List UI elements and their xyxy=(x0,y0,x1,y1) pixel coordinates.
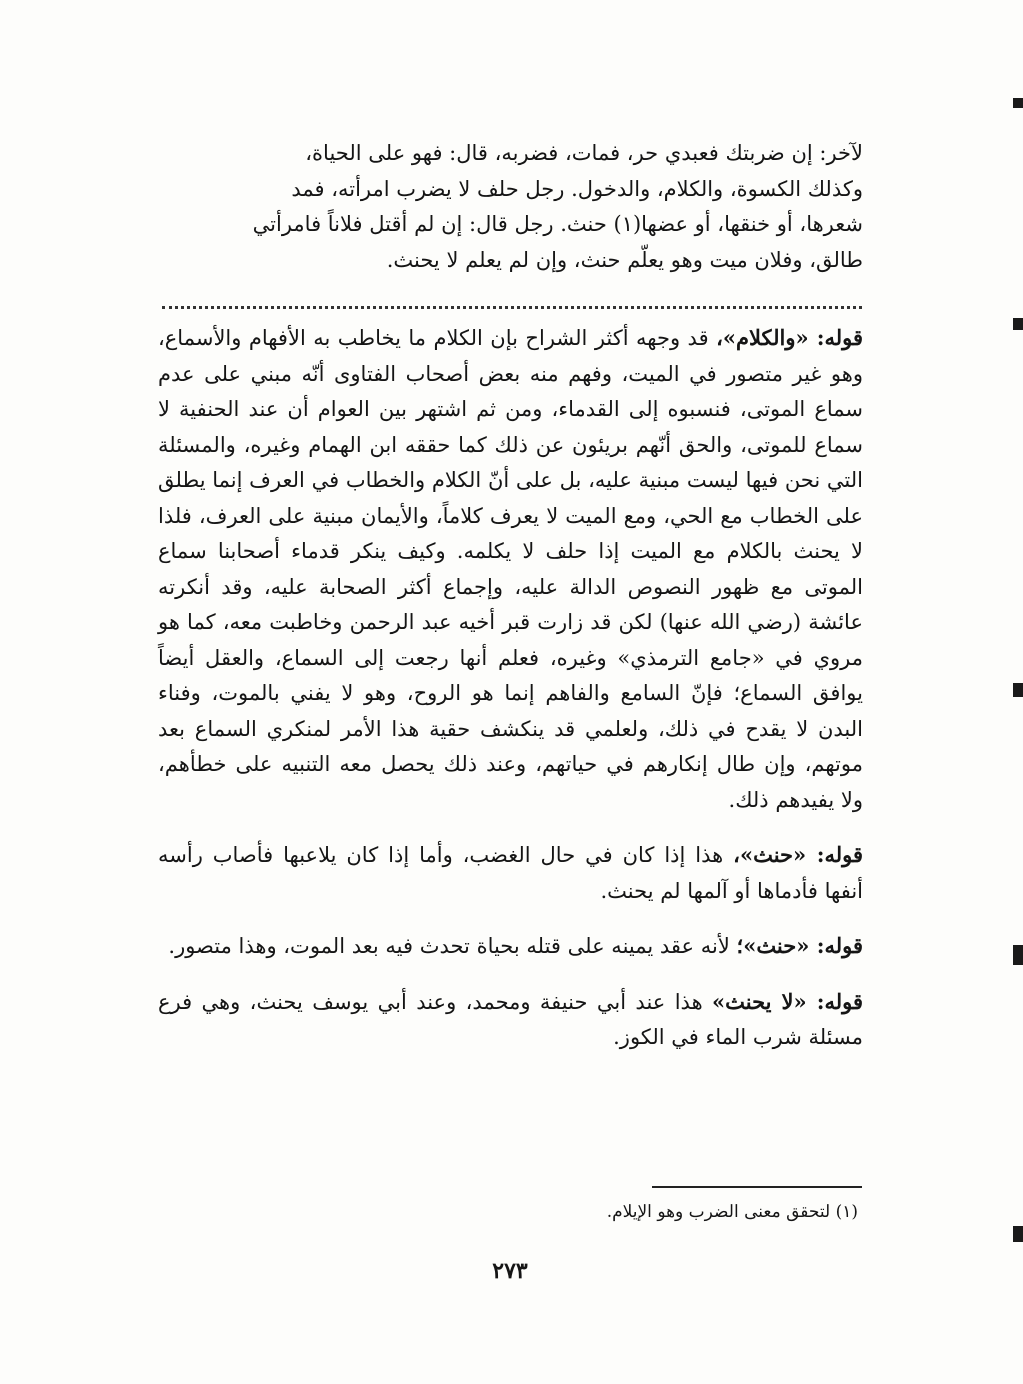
commentary-paragraph xyxy=(158,320,863,818)
scan-edge-mark xyxy=(1013,98,1023,108)
matn-line: لآخر: إن ضربتك فعبدي حر، فمات، فضربه، قال: فهو على الحياة، xyxy=(305,141,863,165)
commentary-paragraph xyxy=(158,837,863,909)
scan-edge-mark xyxy=(1013,318,1023,330)
commentary-keyword: قوله: «حنث»؛ xyxy=(736,933,863,958)
footnote: (١) لتحقق معنى الضرب وهو الإيلام. xyxy=(606,1202,858,1222)
page-number: ٢٧٣ xyxy=(492,1258,528,1284)
commentary-keyword: قوله: «والكلام»، xyxy=(716,325,863,350)
matn-line: طالق، وفلان ميت وهو يعلّم حنث، وإن لم يعلم لا يحنث. xyxy=(386,247,863,272)
commentary-body: لأنه عقد يمينه على قتله بحياة تحدث فيه بعد الموت، وهذا متصور. xyxy=(168,934,737,958)
commentary-paragraph xyxy=(158,928,863,965)
commentary-body: قد وجهه أكثر الشراح بإن الكلام ما يخاطب به الأفهام والأسماع، وهو غير متصور في الميت، وفهم منه بعض أصحاب الفتاوى أنّه مبني على عدم سماع الموتى، فنسبوه إلى القدماء، ومن ثم اشتهر بين العوام أن عند الحنفية لا سماع للموتى، والحق أنّهم بريئون عن ذلك كما حققه ابن الهمام وغيره، والمسئلة التي نحن فيها ليست مبنية عليه، بل على أنّ الكلام والخطاب في العرف إنما يطلق على الخطاب مع الحي، ومع الميت لا يعرف كلاماً، والأيمان مبنية على العرف، فلذا لا يحنث بالكلام مع الميت إذا حلف لا يكلمه. وكيف ينكر قدماء أصحابنا سماع الموتى مع ظهور النصوص الدالة عليه، وإجماع أكثر الصحابة عليه، وقد أنكرته عائشة (رضي الله عنها) لكن قد زارت قبر أخيه عبد الرحمن وخاطبت معه، كما هو مروي في «جامع الترمذي» وغيره، فعلم أنها رجعت إلى السماع، والعقل أيضاً يوافق السماع؛ فإنّ السامع والفاهم إنما هو الروح، وهو لا يفني بالموت، وفناء البدن لا يقدح في ذلك، ولعلمي قد ينكشف حقية هذا الأمر لمنكري السماع بعد موتهم، وإن طال إنكارهم في حياتهم، وعند ذلك يحصل معه التنبيه على خطأهم، ولا يفيدهم ذلك. xyxy=(158,326,863,812)
commentary-paragraph xyxy=(158,984,863,1056)
matn-line: شعرها، أو خنقها، أو عضها(١) حنث. رجل قال: إن لم أقتل فلاناً فامرأتي xyxy=(252,212,863,236)
footnote-rule xyxy=(652,1186,862,1188)
matn-line: وكذلك الكسوة، والكلام، والدخول. رجل حلف لا يضرب امرأته، فمد xyxy=(291,176,863,201)
matn-text xyxy=(158,136,863,278)
commentary-keyword: قوله: «لا يحنث» xyxy=(712,988,863,1014)
dotted-separator xyxy=(162,306,862,309)
scan-edge-mark xyxy=(1013,1226,1023,1242)
commentary-body: هذا إذا كان في حال الغضب، وأما إذا كان يلاعبها فأصاب رأسه أنفها فأدماها أو آلمها لم يحنث. xyxy=(158,843,863,903)
commentary-text xyxy=(158,320,863,1056)
commentary-body: هذا عند أبي حنيفة ومحمد، وعند أبي يوسف يحنث، وهي فرع مسئلة شرب الماء في الكوز. xyxy=(158,989,863,1049)
scan-edge-mark xyxy=(1013,945,1023,965)
scan-edge-mark xyxy=(1013,683,1023,697)
commentary-keyword: قوله: «حنث»، xyxy=(733,842,864,867)
